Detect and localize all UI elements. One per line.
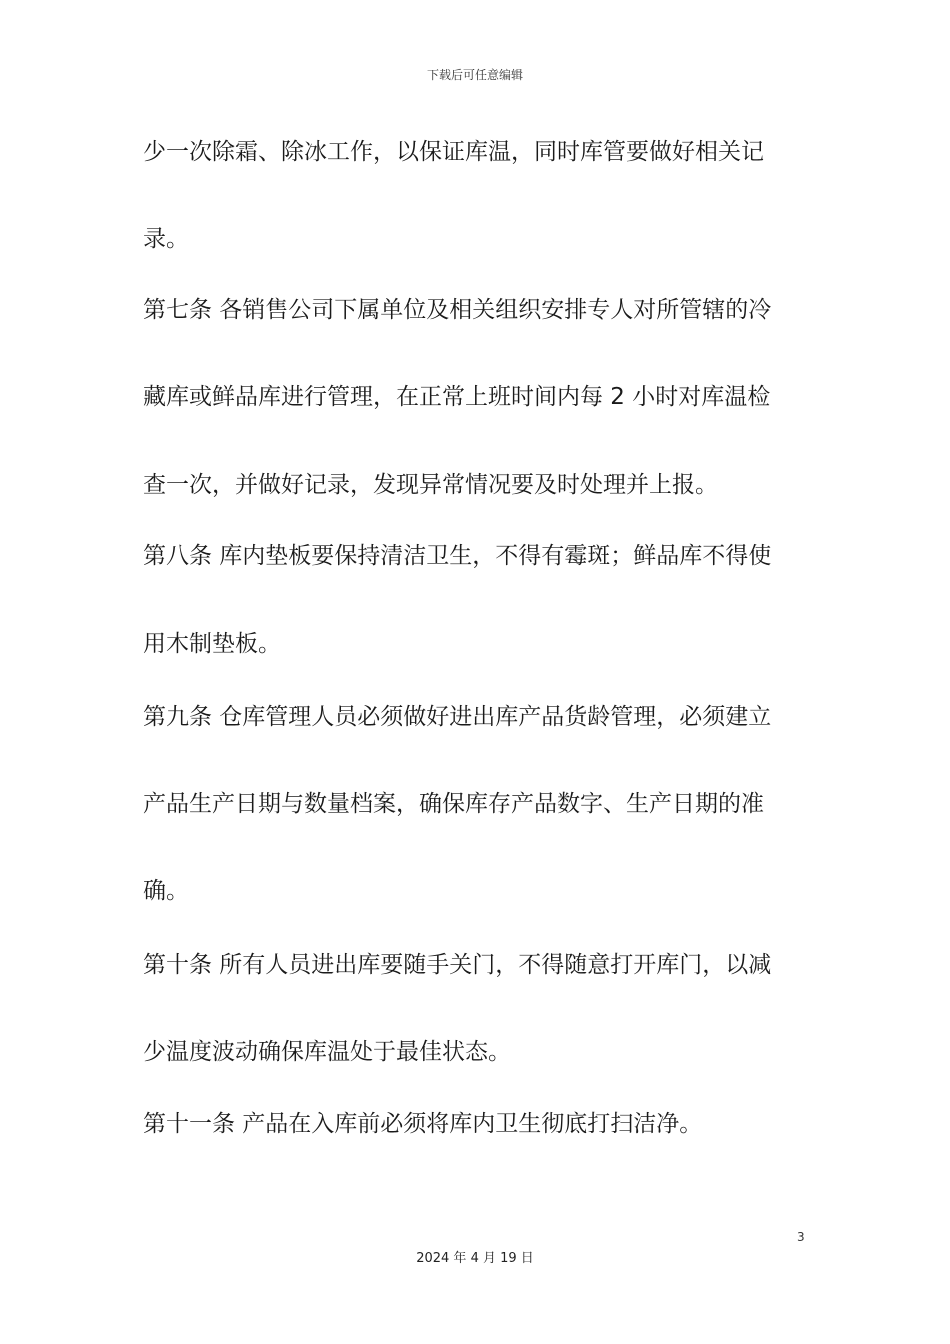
page-number: 3 (797, 1230, 805, 1244)
body-text-line: 少一次除霜、除冰工作，以保证库温，同时库管要做好相关记 (143, 139, 764, 165)
body-text-line: 用木制垫板。 (143, 631, 281, 657)
body-text-line: 第十一条 产品在入库前必须将库内卫生彻底打扫洁净。 (143, 1111, 703, 1137)
body-text-line: 产品生产日期与数量档案，确保库存产品数字、生产日期的准 (143, 791, 764, 817)
body-text-line: 查一次，并做好记录，发现异常情况要及时处理并上报。 (143, 472, 718, 498)
body-text-line: 藏库或鲜品库进行管理，在正常上班时间内每 2 小时对库温检 (143, 384, 771, 410)
body-text-line: 第七条 各销售公司下属单位及相关组织安排专人对所管辖的冷 (143, 297, 772, 323)
footer-date: 2024 年 4 月 19 日 (416, 1251, 534, 1266)
body-text-line: 第十条 所有人员进出库要随手关门，不得随意打开库门，以减 (143, 952, 772, 978)
body-text-line: 录。 (143, 226, 189, 252)
body-text-line: 确。 (143, 878, 189, 904)
body-text-line: 第八条 库内垫板要保持清洁卫生，不得有霉斑；鲜品库不得使 (143, 543, 772, 569)
body-text-line: 第九条 仓库管理人员必须做好进出库产品货龄管理，必须建立 (143, 704, 772, 730)
header-note: 下载后可任意编辑 (426, 68, 523, 82)
body-text-line: 少温度波动确保库温处于最佳状态。 (143, 1039, 511, 1065)
